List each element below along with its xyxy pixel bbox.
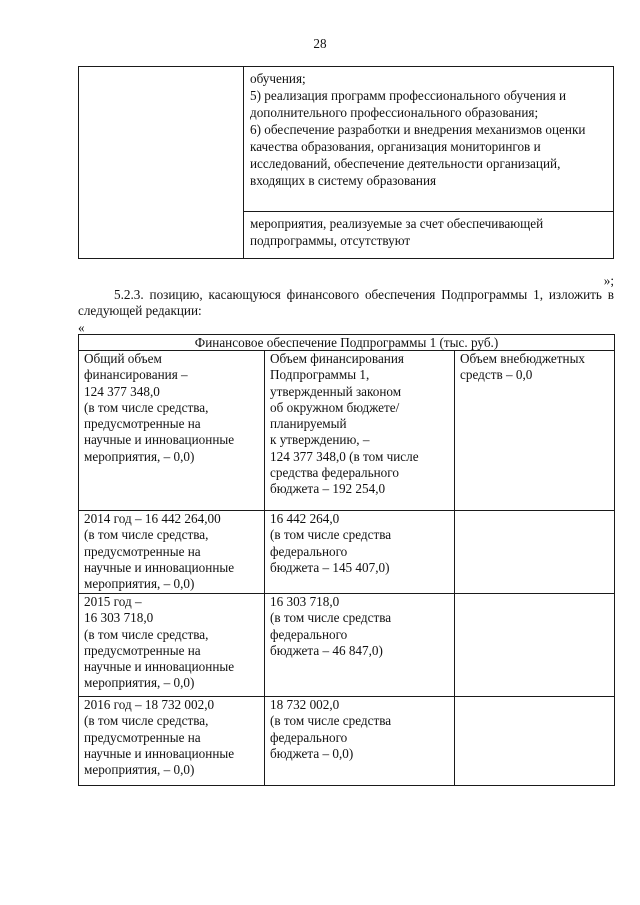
year-2014-total-cell: 2014 год – 16 442 264,00 (в том числе средства, предусмотренные на научные и инновационные мероприятия, – 0,0) (79, 511, 265, 594)
opening-quote: « (78, 320, 85, 335)
closing-quote: »; (603, 273, 614, 288)
amendment-paragraph (78, 287, 614, 319)
table-row (79, 594, 615, 697)
measures-funding-note-cell: мероприятия, реализуемые за счет обеспечивающей подпрограммы, отсутствуют (244, 212, 614, 259)
program-measures-table (78, 66, 614, 259)
table-cell-left (79, 67, 244, 259)
table-header-row (79, 335, 615, 351)
table-row (79, 351, 615, 511)
year-2015-extrabudgetary-cell (455, 594, 615, 697)
year-2016-extrabudgetary-cell (455, 697, 615, 786)
year-2016-total-cell: 2016 год – 18 732 002,0 (в том числе средства, предусмотренные на научные и инновационные мероприятия, – 0,0) (79, 697, 265, 786)
year-2016-subprogram-cell: 18 732 002,0 (в том числе средства федерального бюджета – 0,0) (265, 697, 455, 786)
extrabudgetary-funding-cell: Объем внебюджетных средств – 0,0 (455, 351, 615, 511)
financing-table (78, 334, 615, 786)
table-row (79, 67, 614, 212)
financing-table-title: Финансовое обеспечение Подпрограммы 1 (тыс. руб.) (79, 335, 615, 351)
amendment-paragraph-text: 5.2.3. позицию, касающуюся финансового обеспечения Подпрограммы 1, изложить в следующей редакции: (78, 287, 614, 318)
year-2014-extrabudgetary-cell (455, 511, 615, 594)
page-number: 28 (313, 36, 327, 51)
year-2015-total-cell: 2015 год – 16 303 718,0 (в том числе средства, предусмотренные на научные и инновационные мероприятия, – 0,0) (79, 594, 265, 697)
subprogram-funding-cell: Объем финансирования Подпрограммы 1, утвержденный законом об окружном бюджете/ планируемый к утверждению, – 124 377 348,0 (в том числе средства федерального бюджета – 192 254,0 (265, 351, 455, 511)
total-funding-cell: Общий объем финансирования – 124 377 348,0 (в том числе средства, предусмотренные на научные и инновационные мероприятия, – 0,0) (79, 351, 265, 511)
year-2015-subprogram-cell: 16 303 718,0 (в том числе средства федерального бюджета – 46 847,0) (265, 594, 455, 697)
table-row (79, 511, 615, 594)
measures-list-cell: обучения; 5) реализация программ профессионального обучения и дополнительного профессионального образования; 6) обеспечение разработки и внедрения механизмов оценки качества образования, организация мониторингов и исследований, обеспечение деятельности организаций, входящих в систему образования (244, 67, 614, 212)
year-2014-subprogram-cell: 16 442 264,0 (в том числе средства федерального бюджета – 145 407,0) (265, 511, 455, 594)
table-row (79, 697, 615, 786)
